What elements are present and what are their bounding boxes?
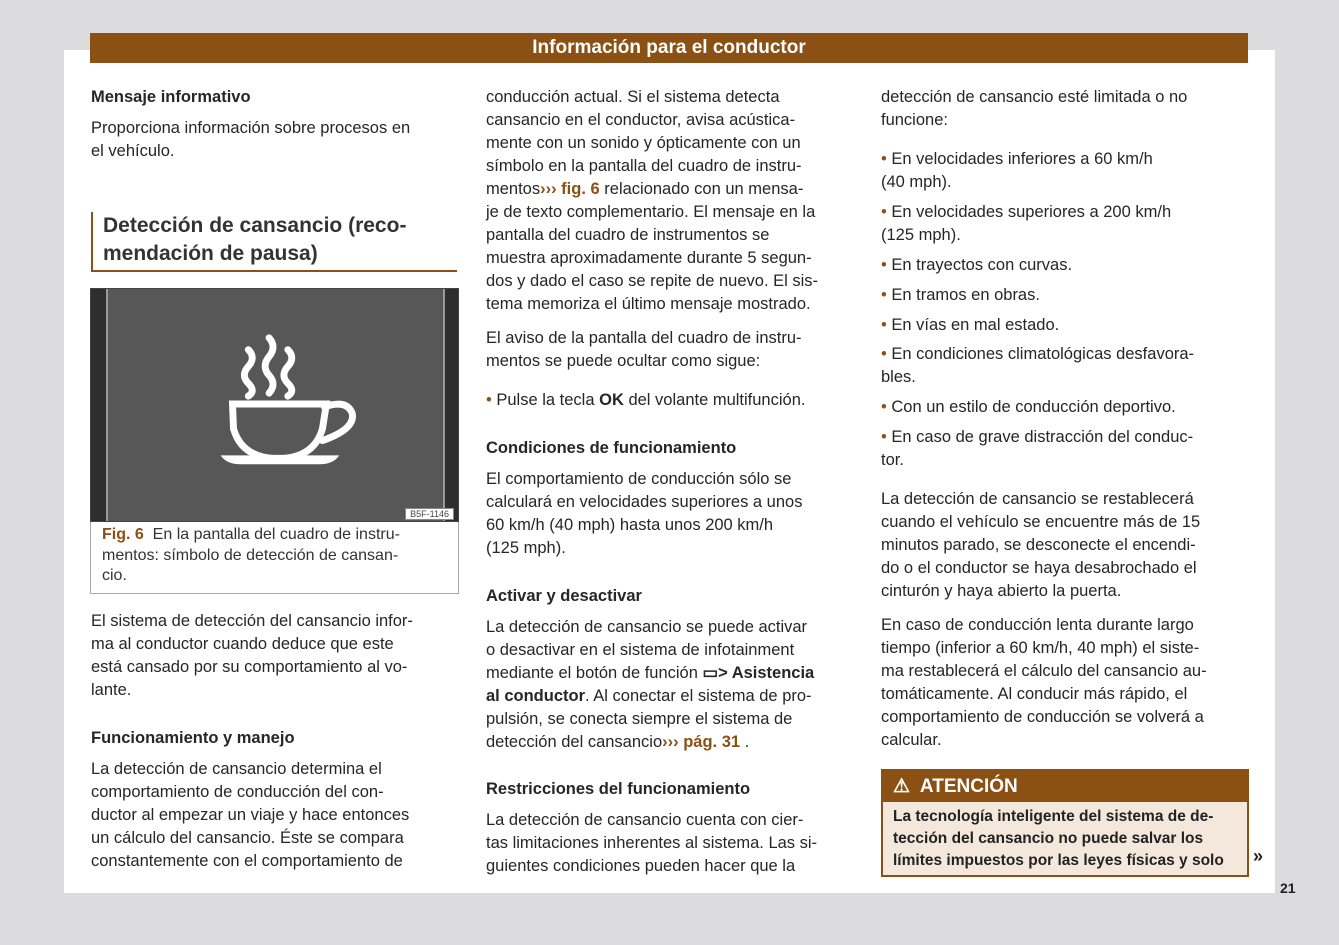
text-line: comportamiento de conducción del con- (91, 783, 384, 801)
bullet-item (486, 389, 805, 412)
text-line: Funcionamiento y manejo (91, 729, 295, 747)
text-segment: OK (599, 391, 624, 409)
figure-image (90, 288, 459, 522)
text-line: • En velocidades superiores a 200 km/h (881, 201, 1171, 224)
continue-marker: » (1253, 846, 1264, 866)
page-number: 21 (1280, 880, 1296, 896)
text-line: Restricciones del funcionamiento (486, 780, 751, 798)
text-segment: del volante multifunción. (623, 391, 806, 409)
instrument-display (106, 289, 445, 521)
paragraph (486, 616, 814, 754)
warning-body (883, 802, 1247, 876)
text-line: En la pantalla del cuadro de instru- (152, 526, 400, 543)
text-line: o desactivar en el sistema de infotainment (486, 641, 795, 659)
text-line: guientes condiciones pueden hacer que la (486, 857, 796, 875)
paragraph (881, 86, 1187, 132)
text-line: cansancio en el conductor, avisa acústica- (486, 111, 796, 129)
text-line: • En vías en mal estado. (881, 314, 1059, 337)
text-line: El sistema de detección del cansancio infor- (91, 612, 413, 630)
warning-title: ATENCIÓN (919, 776, 1018, 797)
text-line: El comportamiento de conducción sólo se (486, 470, 792, 488)
paragraph (91, 117, 410, 163)
text-line: • Con un estilo de conducción deportivo. (881, 396, 1176, 419)
text-line: está cansado por su comportamiento al vo- (91, 658, 408, 676)
text-line: • En tramos en obras. (881, 284, 1040, 307)
paragraph (486, 468, 802, 560)
figure-code: B5F-1146 (405, 508, 454, 520)
text-line: je de texto complementario. El mensaje en la (486, 203, 816, 221)
text-line: (40 mph). (881, 173, 952, 191)
paragraph (881, 614, 1207, 752)
bullet-item (881, 254, 1072, 277)
figure-label: Fig. 6 (102, 526, 144, 543)
text-line: comportamiento de conducción se volverá a (881, 708, 1204, 726)
text-line: dos y dado el caso se repite de nuevo. El sis- (486, 272, 819, 290)
text-line: ductor al empezar un viaje y hace entonces (91, 806, 410, 824)
text-line: mentos: símbolo de detección de cansan- (102, 546, 399, 564)
bullet-item (881, 314, 1059, 337)
heading-restricciones (486, 778, 750, 801)
text-line: funcione: (881, 111, 948, 129)
text-line: mentos se puede ocultar como sigue: (486, 352, 761, 370)
text-line: pulsión, se conecta siempre el sistema de (486, 710, 793, 728)
text-line: do o el conductor se haya desabrochado el (881, 559, 1197, 577)
text-line: tomáticamente. Al conducir más rápido, el (881, 685, 1188, 703)
text-line: Detección de cansancio (reco- (103, 214, 407, 237)
text-line: límites impuestos por las leyes físicas y solo (893, 852, 1224, 869)
text-line: conducción actual. Si el sistema detecta (486, 88, 780, 106)
text-line: mendación de pausa) (103, 242, 318, 265)
text-line: símbolo en la pantalla del cuadro de instru- (486, 157, 802, 175)
text-segment: mentos (486, 180, 541, 198)
figure-caption (90, 522, 459, 594)
text-line (486, 731, 814, 754)
bullet-item (881, 201, 1171, 247)
text-line: tor. (881, 451, 904, 469)
text-line (486, 178, 818, 201)
text-line: el vehículo. (91, 142, 175, 160)
text-line: pantalla del cuadro de instrumentos se (486, 226, 770, 244)
text-line (486, 662, 814, 685)
text-line: Proporciona información sobre procesos en (91, 119, 411, 137)
text-segment: relacionado con un mensa- (599, 180, 804, 198)
heading-condiciones (486, 437, 736, 460)
text-line (486, 389, 805, 412)
text-line: • En caso de grave distracción del conduc- (881, 426, 1193, 449)
text-line: detección de cansancio esté limitada o no (881, 88, 1188, 106)
warning-triangle-icon: ⚠ (893, 776, 911, 797)
text-line: (125 mph). (486, 539, 566, 557)
text-line: La detección de cansancio determina el (91, 760, 382, 778)
text-line: un cálculo del cansancio. Éste se compara (91, 829, 404, 847)
bullet-item (881, 284, 1040, 307)
text-line: cio. (102, 567, 127, 584)
text-line: Condiciones de funcionamiento (486, 439, 737, 457)
text-line: tema memoriza el último mensaje mostrado. (486, 295, 811, 313)
text-line: Activar y desactivar (486, 587, 642, 605)
heading-mensaje-informativo (91, 86, 251, 109)
text-line: lante. (91, 681, 132, 699)
text-line: La detección de cansancio se restablecerá (881, 490, 1194, 508)
text-line: El aviso de la pantalla del cuadro de instru- (486, 329, 802, 347)
text-line: La detección de cansancio se puede activar (486, 618, 808, 636)
text-segment: . (740, 733, 750, 751)
text-line: (125 mph). (881, 226, 961, 244)
text-segment: ▭> Asistencia (702, 664, 815, 682)
text-segment: ››› pág. 31 (662, 733, 741, 751)
paragraph (91, 610, 413, 702)
text-line: La tecnología inteligente del sistema de de- (893, 808, 1214, 825)
paragraph (486, 809, 817, 878)
warning-header (883, 771, 1247, 802)
warning-box (881, 769, 1249, 877)
text-line: muestra aproximadamente durante 5 segun- (486, 249, 812, 267)
text-line: • En trayectos con curvas. (881, 254, 1072, 277)
text-line: calcular. (881, 731, 942, 749)
bullet-item (881, 426, 1193, 472)
section-title (91, 212, 457, 272)
text-line: minutos parado, se desconecte el encendi- (881, 536, 1196, 554)
text-line: La detección de cansancio cuenta con cier- (486, 811, 804, 829)
paragraph (486, 327, 802, 373)
heading-funcionamiento (91, 727, 295, 750)
text-line: constantemente con el comportamiento de (91, 852, 403, 870)
text-segment: Pulse la tecla (496, 391, 600, 409)
bullet-item (881, 396, 1176, 419)
text-line: ma al conductor cuando deduce que este (91, 635, 394, 653)
paragraph (486, 86, 818, 316)
text-line: ma restablecerá el cálculo del cansancio au- (881, 662, 1207, 680)
text-line: cuando el vehículo se encuentre más de 15 (881, 513, 1201, 531)
text-line: calculará en velocidades superiores a unos (486, 493, 803, 511)
text-segment: mediante el botón de función (486, 664, 703, 682)
text-line: Mensaje informativo (91, 88, 251, 106)
text-segment: . Al conectar el sistema de pro- (585, 687, 812, 705)
text-line: 60 km/h (40 mph) hasta unos 200 km/h (486, 516, 774, 534)
text-line: cinturón y haya abierto la puerta. (881, 582, 1122, 600)
text-segment: ››› fig. 6 (540, 180, 600, 198)
text-segment: detección del cansancio (486, 733, 663, 751)
text-line: mente con un sonido y ópticamente con un (486, 134, 801, 152)
text-line: tiempo (inferior a 60 km/h, 40 mph) el siste- (881, 639, 1200, 657)
heading-activar (486, 585, 642, 608)
text-line: En caso de conducción lenta durante largo (881, 616, 1194, 634)
text-line: bles. (881, 368, 916, 386)
text-line: tección del cansancio no puede salvar los (893, 830, 1204, 847)
text-line: tas limitaciones inherentes al sistema. Las si- (486, 834, 818, 852)
paragraph (881, 488, 1200, 603)
coffee-cup-icon (108, 289, 443, 521)
paragraph (91, 758, 409, 873)
bullet-item (881, 343, 1194, 389)
text-line: • En condiciones climatológicas desfavora- (881, 343, 1194, 366)
page-header: Información para el conductor (90, 33, 1248, 63)
text-line (486, 685, 814, 708)
bullet-item (881, 148, 1153, 194)
text-line: • En velocidades inferiores a 60 km/h (881, 148, 1153, 171)
text-segment: al conductor (486, 687, 586, 705)
